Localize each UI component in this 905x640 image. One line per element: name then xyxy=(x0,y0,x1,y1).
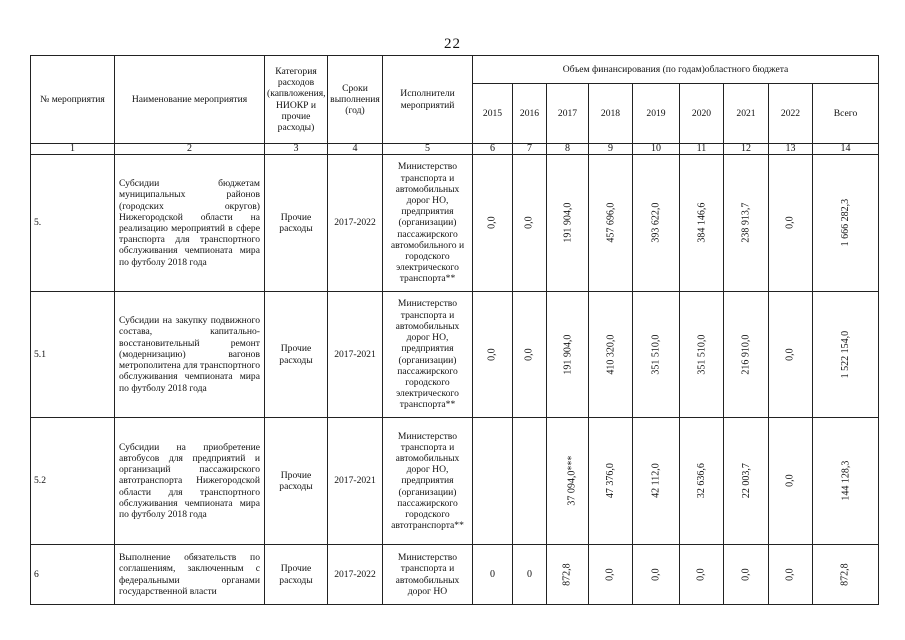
row-value: 872,8 xyxy=(561,563,573,586)
row-value: 351 510,0 xyxy=(695,334,707,375)
row-number: 5.2 xyxy=(31,418,115,545)
row-value: 0,0 xyxy=(486,216,498,230)
column-number: 11 xyxy=(680,144,724,155)
row-value: 410 320,0 xyxy=(604,334,616,375)
header-category: Категория расходов (капвложения, НИОКР и прочие расходы) xyxy=(265,56,328,144)
row-terms: 2017-2021 xyxy=(328,418,383,545)
row-category: Прочие расходы xyxy=(265,292,328,418)
header-num: № мероприятия xyxy=(31,56,115,144)
row-terms: 2017-2021 xyxy=(328,292,383,418)
row-value: 0,0 xyxy=(740,568,752,581)
table-row xyxy=(31,155,879,292)
column-number: 12 xyxy=(724,144,769,155)
header-name: Наименование мероприятия xyxy=(115,56,265,144)
column-number: 9 xyxy=(589,144,633,155)
row-value: 0,0 xyxy=(695,568,707,581)
row-value: 0,0 xyxy=(784,568,796,581)
row-executors: Министерство транспорта и автомобильных дорог НО, предприятия (организации) пассажирского автомобильного и городского электрического транспорта** xyxy=(383,155,473,292)
row-value: 191 904,0 xyxy=(561,334,573,375)
row-value: 0 xyxy=(527,568,532,580)
header-year: 2022 xyxy=(769,84,813,144)
row-executors: Министерство транспорта и автомобильных дорог НО, предприятия (организации) пассажирского городского электрического транспорта** xyxy=(383,292,473,418)
column-number: 3 xyxy=(265,144,328,155)
table-row xyxy=(31,292,879,418)
column-number: 2 xyxy=(115,144,265,155)
header-year: 2015 xyxy=(473,84,513,144)
row-name: Субсидии на приобретение автобусов для предприятий и организаций пассажирского автотранспорта Нижегородской области для транспортного обслуживания чемпионата мира по футболу 2018 года xyxy=(115,418,265,545)
column-number: 13 xyxy=(769,144,813,155)
table-row xyxy=(31,418,879,545)
column-number: 14 xyxy=(813,144,879,155)
column-number: 10 xyxy=(633,144,680,155)
column-number: 6 xyxy=(473,144,513,155)
row-value: 0,0 xyxy=(784,216,796,230)
header-financing: Объем финансирования (по годам)областного бюджета xyxy=(473,56,879,84)
row-total: 1 666 282,3 xyxy=(839,199,851,247)
column-number: 1 xyxy=(31,144,115,155)
row-value: 32 636,6 xyxy=(695,463,707,499)
header-year: 2020 xyxy=(680,84,724,144)
row-terms: 2017-2022 xyxy=(328,155,383,292)
row-value: 0,0 xyxy=(784,348,796,361)
column-number: 8 xyxy=(547,144,589,155)
row-value: 191 904,0 xyxy=(561,202,573,243)
header-year: 2021 xyxy=(724,84,769,144)
header-year: 2018 xyxy=(589,84,633,144)
row-number: 6 xyxy=(31,545,115,605)
column-number-row xyxy=(31,144,879,155)
row-name: Выполнение обязательств по соглашениям, заключенным с федеральными органами государственной власти xyxy=(115,545,265,605)
row-number: 5. xyxy=(31,155,115,292)
row-value: 0,0 xyxy=(523,348,535,361)
row-value: 0,0 xyxy=(604,568,616,581)
page-number: 22 xyxy=(444,36,461,52)
header-year: 2016 xyxy=(513,84,547,144)
row-name: Субсидии бюджетам муниципальных районов (городских округов) Нижегородской области на реализацию мероприятий в сфере транспорта для транспортного обслуживания чемпионата мира по футболу 2018 года xyxy=(115,155,265,292)
row-value: 238 913,7 xyxy=(740,202,752,243)
row-name: Субсидии на закупку подвижного состава, капитально-восстановительный ремонт (модернизацию) вагонов метрополитена для транспортного обслуживания чемпионата мира по футболу 2018 года xyxy=(115,292,265,418)
column-number: 4 xyxy=(328,144,383,155)
row-terms: 2017-2022 xyxy=(328,545,383,605)
column-number: 7 xyxy=(513,144,547,155)
row-total: 872,8 xyxy=(839,563,851,586)
header-terms: Сроки выполнения (год) xyxy=(328,56,383,144)
row-value: 457 696,0 xyxy=(604,202,616,243)
row-value: 0 xyxy=(490,568,495,580)
row-value: 384 146,6 xyxy=(695,202,707,243)
header-year: 2017 xyxy=(547,84,589,144)
row-value: 0,0 xyxy=(486,348,498,361)
row-value: 0,0 xyxy=(523,216,535,230)
row-category: Прочие расходы xyxy=(265,155,328,292)
row-category: Прочие расходы xyxy=(265,418,328,545)
row-value: 216 910,0 xyxy=(740,334,752,375)
row-executors: Министерство транспорта и автомобильных дорог НО, предприятия (организации) пассажирского городского автотранспорта** xyxy=(383,418,473,545)
row-value: 42 112,0 xyxy=(650,463,662,499)
header-year: 2019 xyxy=(633,84,680,144)
row-total: 1 522 154,0 xyxy=(839,330,851,379)
row-value: 351 510,0 xyxy=(650,334,662,375)
row-number: 5.1 xyxy=(31,292,115,418)
row-value: 393 622,0 xyxy=(650,202,662,243)
row-value: 22 003,7 xyxy=(740,463,752,499)
row-executors: Министерство транспорта и автомобильных дорог НО xyxy=(383,545,473,605)
row-value: 37 094,0*** xyxy=(566,455,578,506)
row-category: Прочие расходы xyxy=(265,545,328,605)
financing-table xyxy=(30,55,879,605)
column-number: 5 xyxy=(383,144,473,155)
row-total: 144 128,3 xyxy=(839,460,851,501)
row-value: 0,0 xyxy=(650,568,662,581)
row-value: 47 376,0 xyxy=(604,463,616,499)
header-total: Всего xyxy=(813,84,879,144)
header-executors: Исполнители мероприятий xyxy=(383,56,473,144)
row-value: 0,0 xyxy=(784,474,796,488)
table-row xyxy=(31,545,879,605)
